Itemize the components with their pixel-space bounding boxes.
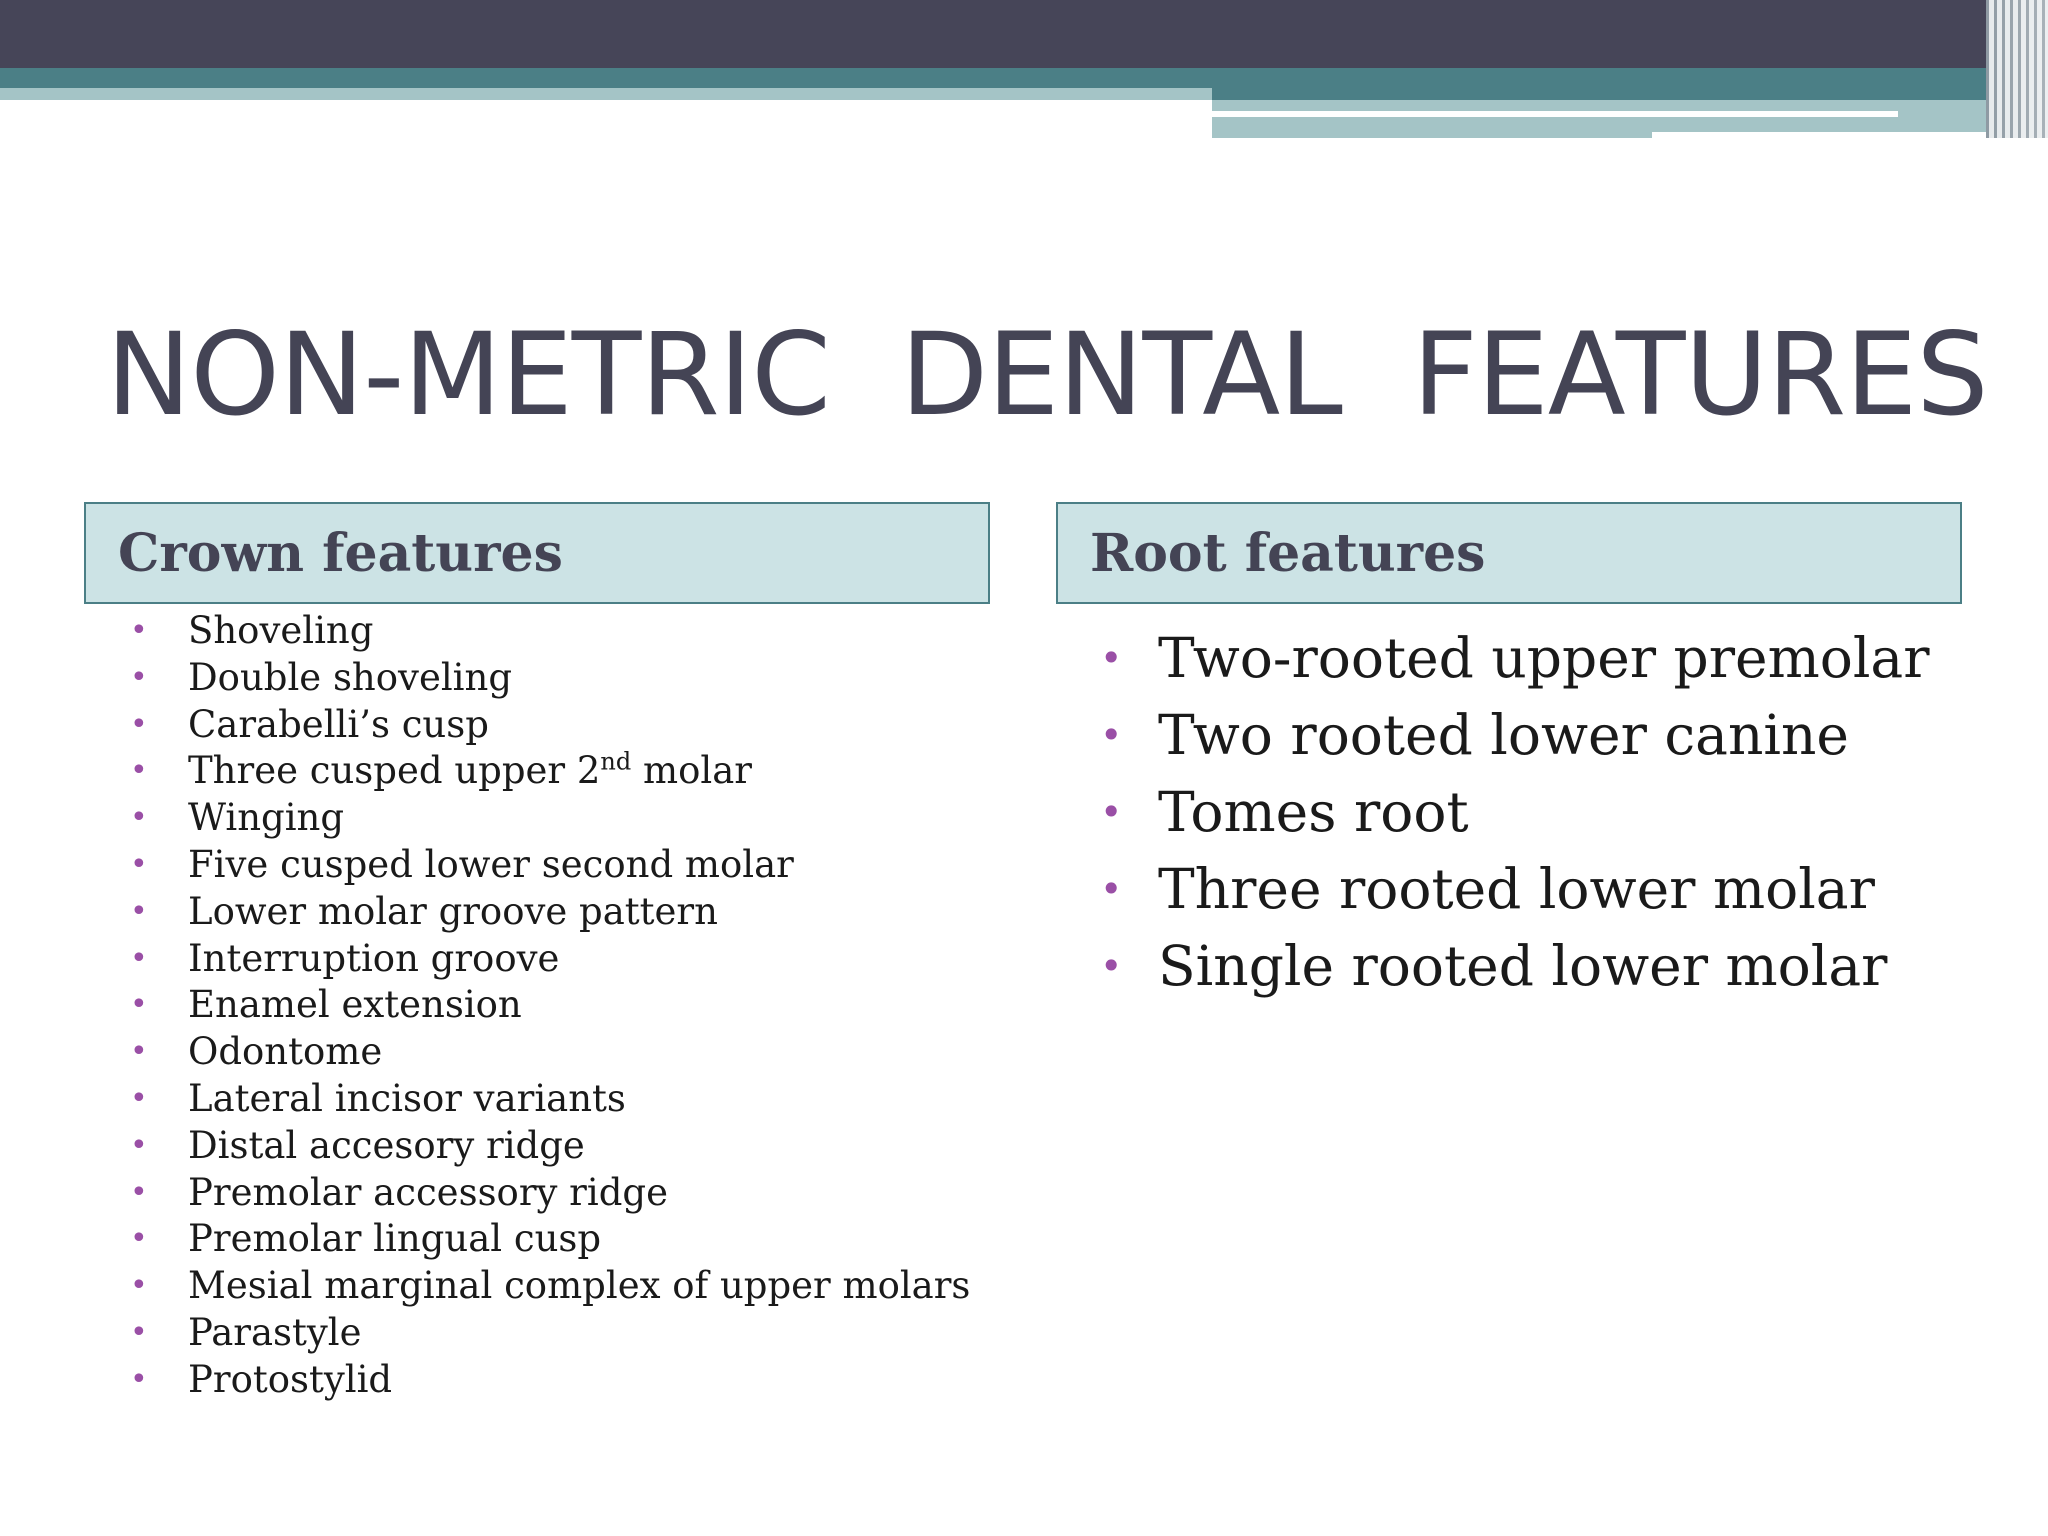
header-dark-bar	[0, 0, 2048, 68]
bullet-icon: •	[130, 987, 148, 1023]
crown-feature-item	[130, 1357, 970, 1404]
crown-feature-item-text: Shoveling	[188, 609, 374, 652]
bullet-icon: •	[130, 800, 148, 836]
slide-title: NON-METRIC DENTAL FEATURES	[106, 308, 1988, 441]
crown-feature-item-text: Interruption groove	[188, 936, 560, 980]
bullet-icon: •	[130, 893, 148, 929]
crown-feature-item	[130, 795, 970, 842]
root-feature-item-text: Three rooted lower molar	[1158, 857, 1875, 921]
bullet-icon: •	[130, 706, 148, 742]
root-feature-item-text: Single rooted lower molar	[1158, 934, 1888, 998]
crown-feature-item-text: Five cusped lower second molar	[188, 842, 794, 886]
crown-feature-item	[130, 842, 970, 889]
crown-feature-item-suffix: molar	[631, 749, 752, 793]
crown-feature-item-text: Parastyle	[188, 1310, 362, 1354]
crown-feature-item-text: Lateral incisor variants	[188, 1076, 626, 1120]
crown-feature-item-text: Double shoveling	[188, 655, 513, 699]
crown-feature-item	[130, 1310, 970, 1357]
bullet-icon: •	[130, 846, 148, 882]
bullet-icon: •	[1100, 713, 1123, 757]
crown-feature-item-text: Mesial marginal complex of upper molars	[188, 1264, 971, 1308]
bullet-icon: •	[130, 1314, 148, 1350]
header-stripes-fade	[1986, 0, 2048, 138]
crown-feature-item-superscript: nd	[600, 748, 632, 777]
bullet-icon: •	[1100, 867, 1123, 911]
crown-feature-item-text: Lower molar groove pattern	[188, 889, 718, 933]
bullet-icon: •	[130, 940, 148, 976]
crown-feature-item	[130, 982, 970, 1029]
crown-feature-item	[130, 748, 970, 795]
bullet-icon: •	[130, 1080, 148, 1116]
crown-feature-item	[130, 1029, 970, 1076]
crown-feature-item-text: Premolar lingual cusp	[188, 1217, 602, 1261]
root-feature-item-text: Two rooted lower canine	[1158, 703, 1849, 767]
root-feature-item	[1100, 851, 1930, 928]
crown-feature-item	[130, 655, 970, 702]
bullet-icon: •	[130, 1221, 148, 1257]
crown-feature-item-text: Protostylid	[188, 1357, 393, 1401]
bullet-icon: •	[130, 1034, 148, 1070]
crown-feature-item	[130, 936, 970, 983]
header-white-band	[0, 100, 1212, 140]
header-white-line	[1212, 111, 1898, 117]
crown-feature-item	[130, 608, 970, 655]
root-features-heading: Root features	[1056, 502, 1962, 604]
bullet-icon: •	[1100, 636, 1123, 680]
crown-feature-item-text: Three cusped upper 2	[188, 749, 601, 793]
crown-feature-item-text: Enamel extension	[188, 983, 522, 1027]
crown-feature-item	[130, 1170, 970, 1217]
crown-feature-item	[130, 1123, 970, 1170]
bullet-icon: •	[130, 1361, 148, 1397]
root-features-list	[1100, 620, 1930, 1005]
crown-feature-item	[130, 1216, 970, 1263]
bullet-icon: •	[130, 1174, 148, 1210]
crown-features-heading: Crown features	[84, 502, 990, 604]
bullet-icon: •	[1100, 790, 1123, 834]
root-feature-item	[1100, 697, 1930, 774]
root-feature-item	[1100, 928, 1930, 1005]
bullet-icon: •	[130, 1268, 148, 1304]
bullet-icon: •	[130, 753, 148, 789]
crown-feature-item-text: Premolar accessory ridge	[188, 1170, 668, 1214]
crown-feature-item-text: Winging	[188, 796, 345, 840]
root-feature-item-text: Tomes root	[1158, 780, 1469, 844]
crown-feature-item-text: Distal accesory ridge	[188, 1123, 585, 1167]
root-feature-item	[1100, 774, 1930, 851]
root-feature-item	[1100, 620, 1930, 697]
bullet-icon: •	[1100, 944, 1123, 988]
root-feature-item-text: Two-rooted upper premolar	[1158, 626, 1930, 690]
header-light-bar-left	[0, 88, 1212, 100]
bullet-icon: •	[130, 1127, 148, 1163]
crown-feature-item-text: Odontome	[188, 1030, 383, 1074]
bullet-icon: •	[130, 613, 148, 648]
crown-feature-item	[130, 1076, 970, 1123]
crown-feature-item	[130, 1263, 970, 1310]
crown-feature-item-text: Carabelli’s cusp	[188, 702, 489, 746]
crown-feature-item	[130, 702, 970, 749]
bullet-icon: •	[130, 659, 148, 695]
crown-features-list	[130, 608, 970, 1404]
crown-feature-item	[130, 889, 970, 936]
